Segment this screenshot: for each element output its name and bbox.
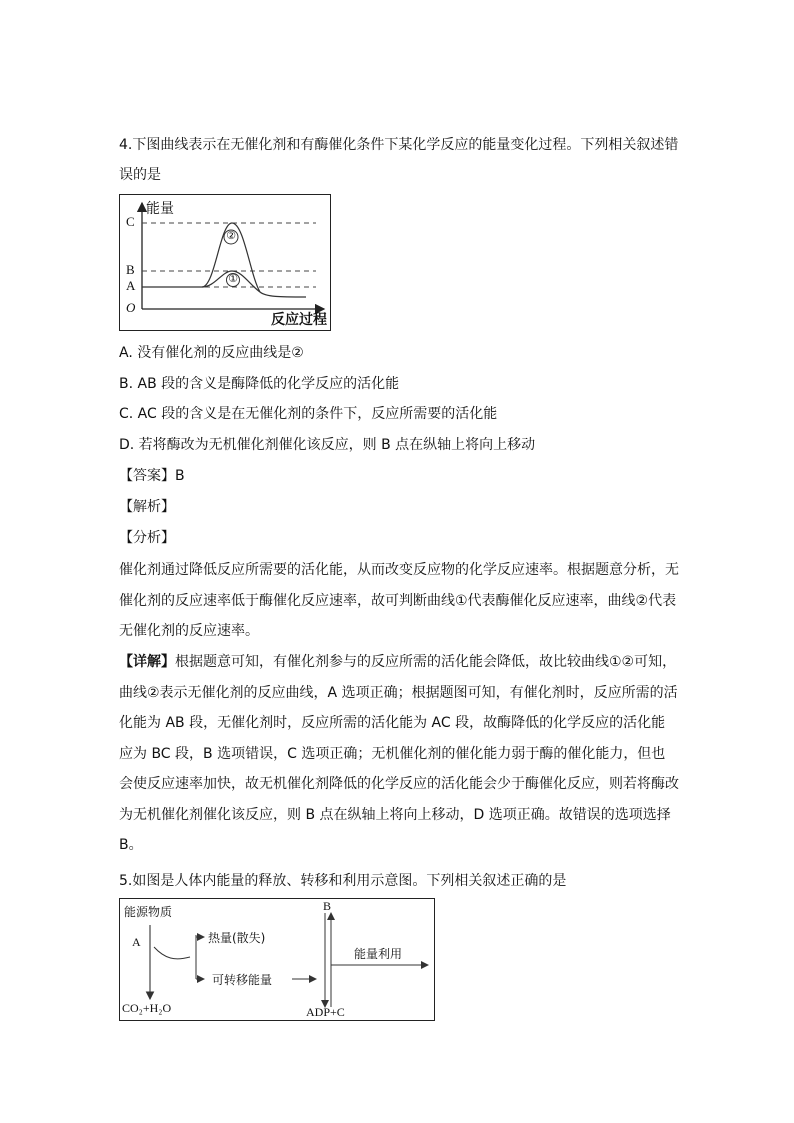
q4-detail <box>119 647 679 861</box>
curve-1-label: ① <box>228 272 238 285</box>
utilization-label: 能量利用 <box>354 947 403 961</box>
q4-fenxi-text: 催化剂通过降低反应所需要的活化能，从而改变反应物的化学反应速率。根据题意分析，无催化剂的反应速率低于酶催化反应速率，故可判断曲线①代表酶催化反应速率，曲线②代表无催化剂的反应速率。 <box>119 562 679 639</box>
q4-energy-figure <box>119 194 331 331</box>
q4-analysis-heading: 【解析】 <box>119 499 175 515</box>
y-axis-label: 能量 <box>146 201 174 217</box>
q5-energy-flow-figure <box>119 898 435 1021</box>
origin-label: O <box>126 300 136 315</box>
x-axis-label: 反应过程 <box>271 312 327 328</box>
q4-stem-line2: 误的是 <box>119 167 161 183</box>
q5-stem: 5.如图是人体内能量的释放、转移和利用示意图。下列相关叙述正确的是 <box>119 873 567 889</box>
q4-option-d: D. 若将酶改为无机催化剂催化该反应，则 B 点在纵轴上将向上移动 <box>119 437 536 453</box>
q4-option-c: C. AC 段的含义是在无催化剂的条件下，反应所需要的活化能 <box>119 406 498 422</box>
q4-stem-line1: 4.下图曲线表示在无催化剂和有酶催化条件下某化学反应的能量变化过程。下列相关叙述错 <box>119 137 679 153</box>
curve-2-label: ② <box>226 229 236 242</box>
q4-detail-text: 根据题意可知，有催化剂参与的反应所需的活化能会降低，故比较曲线①②可知，曲线②表示无催化剂的反应曲线，A 选项正确；根据题图可知，有催化剂时，反应所需的活化能为 AB 段，无催化剂时，反应所需的活化能为 AC 段，故酶降低的化学反应的活化能应为 BC 段，B 选项错误，C 选项正确；无机催化剂的催化能力弱于酶的催化能力，但也会使反应速率加快，故无机催化剂降低的化学反应的活化能会少于酶催化反应，则若将酶改为无机催化剂催化该反应，则 B 点在纵轴上将向上移动，D 选项正确。故错误的选项选择 B。 <box>119 654 679 853</box>
energy-source-label: 能源物质 <box>124 905 173 919</box>
q4-option-b: B. AB 段的含义是酶降低的化学反应的活化能 <box>119 376 400 392</box>
transferable-label: 可转移能量 <box>212 973 273 987</box>
adp-c-label: ADP+C <box>306 1005 345 1019</box>
level-a-label: A <box>126 278 136 293</box>
q4-answer: 【答案】B <box>119 468 185 484</box>
branch-arrow <box>154 947 190 959</box>
label-a: A <box>132 935 141 949</box>
level-c-label: C <box>126 214 135 229</box>
level-b-label: B <box>126 262 135 277</box>
q4-detail-heading: 【详解】 <box>119 654 175 670</box>
label-b: B <box>323 899 332 913</box>
heat-label: 热量(散失) <box>208 931 266 945</box>
q4-option-a: A. 没有催化剂的反应曲线是② <box>119 345 304 361</box>
curve-2 <box>142 223 306 297</box>
co2-h2o-label: CO₂+H₂O <box>122 1001 172 1015</box>
q4-fenxi-heading: 【分析】 <box>119 530 175 546</box>
